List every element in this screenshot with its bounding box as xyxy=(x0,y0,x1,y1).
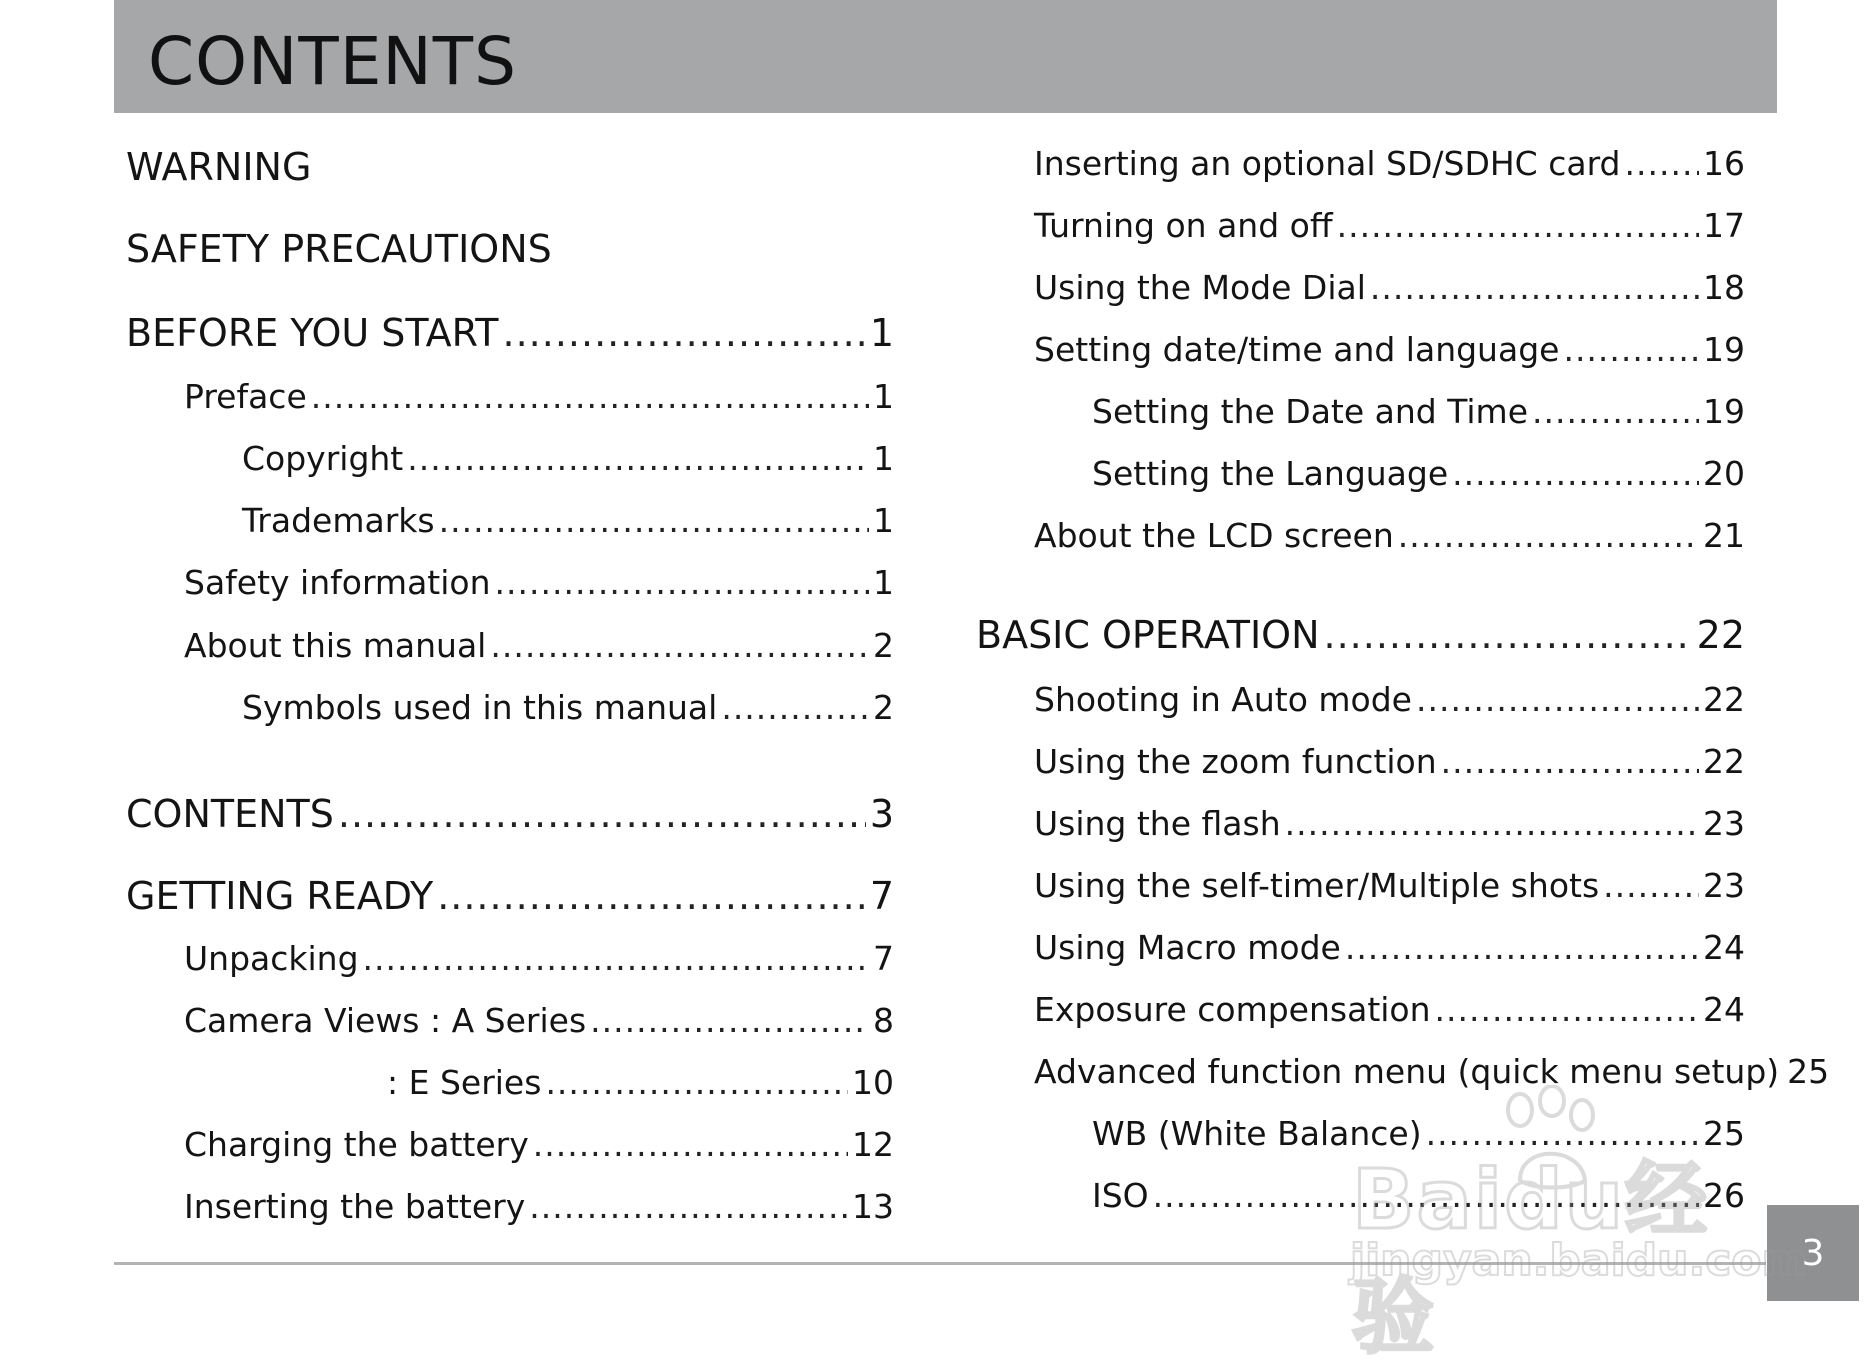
toc-entry[interactable] xyxy=(976,926,1745,970)
toc-entry[interactable] xyxy=(976,1112,1745,1156)
toc-entry-label: Exposure compensation xyxy=(1034,990,1431,1029)
toc-entry-page: 26 xyxy=(1703,1176,1745,1215)
toc-entry-label: Using the self-timer/Multiple shots xyxy=(1034,866,1600,905)
toc-entry[interactable] xyxy=(126,142,894,192)
toc-entry[interactable] xyxy=(976,390,1745,434)
toc-entry-label: Using Macro mode xyxy=(1034,928,1341,967)
toc-entry[interactable] xyxy=(976,678,1745,722)
toc-entry[interactable] xyxy=(976,328,1745,372)
toc-leader-dots xyxy=(1285,802,1699,846)
toc-entry[interactable] xyxy=(126,999,894,1043)
toc-entry-page: 17 xyxy=(1703,206,1745,245)
toc-leader-dots xyxy=(407,437,869,481)
watermark-url: jingyan.baidu.com xyxy=(1350,1235,1808,1286)
toc-entry[interactable] xyxy=(126,1061,894,1105)
toc-entry-page: 7 xyxy=(869,874,894,918)
toc-leader-dots xyxy=(1426,1112,1699,1156)
toc-leader-dots xyxy=(503,308,866,358)
toc-leader-dots xyxy=(1532,390,1699,434)
toc-entry[interactable] xyxy=(126,499,894,543)
toc-entry[interactable] xyxy=(976,204,1745,248)
watermark-brand: Baidu经验 xyxy=(1352,1153,1710,1365)
toc-leader-dots xyxy=(311,375,869,419)
toc-leader-dots xyxy=(439,499,869,543)
toc-entry-label: SAFETY PRECAUTIONS xyxy=(126,227,552,271)
toc-entry-page: 2 xyxy=(873,626,894,665)
toc-leader-dots xyxy=(1441,740,1699,784)
toc-entry-page: 22 xyxy=(1696,613,1745,657)
toc-entry-page: 1 xyxy=(869,311,894,355)
toc-entry-label: Using the zoom function xyxy=(1034,742,1437,781)
toc-entry[interactable] xyxy=(976,864,1745,908)
toc-entry-label: About the LCD screen xyxy=(1034,516,1394,555)
toc-entry-page: 2 xyxy=(873,688,894,727)
toc-entry-page: 23 xyxy=(1703,804,1745,843)
toc-entry-label: CONTENTS xyxy=(126,792,334,836)
toc-entry[interactable] xyxy=(976,1050,1830,1094)
toc-entry[interactable] xyxy=(976,1174,1745,1218)
toc-leader-dots xyxy=(1370,266,1699,310)
toc-entry-page: 23 xyxy=(1703,866,1745,905)
toc-entry-label: About this manual xyxy=(184,626,487,665)
footer-rule xyxy=(114,1262,1766,1265)
toc-entry-label: GETTING READY xyxy=(126,874,434,918)
toc-entry-label: WARNING xyxy=(126,145,312,189)
toc-entry[interactable] xyxy=(126,937,894,981)
toc-entry[interactable] xyxy=(976,452,1745,496)
toc-leader-dots xyxy=(1324,610,1693,660)
toc-entry-label: Camera Views : A Series xyxy=(184,1001,587,1040)
toc-leader-dots xyxy=(1345,926,1699,970)
toc-leader-dots xyxy=(1153,1174,1699,1218)
toc-entry-page: 8 xyxy=(873,1001,894,1040)
toc-entry-label: Inserting an optional SD/SDHC card xyxy=(1034,144,1621,183)
toc-entry[interactable] xyxy=(126,789,894,839)
page-number: 3 xyxy=(1801,1232,1825,1274)
toc-entry-label: Turning on and off xyxy=(1034,206,1333,245)
toc-entry-page: 19 xyxy=(1703,392,1745,431)
toc-entry[interactable] xyxy=(126,308,894,358)
toc-entry[interactable] xyxy=(976,142,1745,186)
toc-entry[interactable] xyxy=(976,610,1745,660)
toc-entry[interactable] xyxy=(976,740,1745,784)
toc-leader-dots xyxy=(1416,678,1699,722)
toc-entry-page: 20 xyxy=(1703,454,1745,493)
toc-entry-page: 10 xyxy=(852,1063,894,1102)
toc-entry[interactable] xyxy=(126,871,894,921)
toc-entry[interactable] xyxy=(126,224,894,274)
toc-entry-label: Symbols used in this manual xyxy=(242,688,718,727)
toc-leader-dots xyxy=(1398,514,1699,558)
toc-leader-dots xyxy=(1452,452,1699,496)
toc-entry-page: 1 xyxy=(873,501,894,540)
toc-leader-dots xyxy=(1625,142,1699,186)
toc-leader-dots xyxy=(1435,988,1699,1032)
toc-entry[interactable] xyxy=(126,561,894,605)
toc-entry-label: Shooting in Auto mode xyxy=(1034,680,1412,719)
toc-entry[interactable] xyxy=(126,686,894,730)
toc-entry-label: Copyright xyxy=(242,439,404,478)
toc-entry-page: 7 xyxy=(873,939,894,978)
toc-entry-label: Setting date/time and language xyxy=(1034,330,1560,369)
toc-entry-label: Inserting the battery xyxy=(184,1187,526,1226)
toc-entry-page: 18 xyxy=(1703,268,1745,307)
toc-entry-page: 22 xyxy=(1703,680,1745,719)
toc-leader-dots xyxy=(363,937,869,981)
toc-entry-label: : E Series xyxy=(387,1063,542,1102)
toc-entry-label: WB (White Balance) xyxy=(1092,1114,1422,1153)
toc-entry-label: Unpacking xyxy=(184,939,359,978)
toc-entry[interactable] xyxy=(126,375,894,419)
toc-leader-dots xyxy=(437,871,866,921)
toc-leader-dots xyxy=(1563,328,1699,372)
toc-entry-label: Charging the battery xyxy=(184,1125,529,1164)
toc-entry-page: 19 xyxy=(1703,330,1745,369)
toc-entry-label: BEFORE YOU START xyxy=(126,311,499,355)
toc-entry-page: 13 xyxy=(852,1187,894,1226)
toc-leader-dots xyxy=(721,686,869,730)
toc-leader-dots xyxy=(529,1185,848,1229)
toc-entry-label: Safety information xyxy=(184,563,491,602)
toc-entry-label: BASIC OPERATION xyxy=(976,613,1320,657)
toc-leader-dots xyxy=(533,1123,848,1167)
toc-entry-page: 1 xyxy=(873,377,894,416)
toc-entry[interactable] xyxy=(126,437,894,481)
toc-leader-dots xyxy=(590,999,869,1043)
toc-leader-dots xyxy=(1337,204,1699,248)
toc-entry-label: Using the flash xyxy=(1034,804,1281,843)
toc-entry-page: 3 xyxy=(869,792,894,836)
toc-leader-dots xyxy=(490,624,869,668)
page-number-tab xyxy=(1767,1205,1859,1301)
toc-entry-label: Trademarks xyxy=(242,501,435,540)
toc-entry-page: 25 xyxy=(1787,1052,1830,1091)
toc-entry[interactable] xyxy=(976,988,1745,1032)
toc-entry-page: 24 xyxy=(1703,990,1745,1029)
toc-entry-page: 1 xyxy=(873,439,894,478)
toc-entry-label: ISO xyxy=(1092,1176,1149,1215)
toc-entry-label: Using the Mode Dial xyxy=(1034,268,1366,307)
toc-leader-dots xyxy=(338,789,866,839)
toc-entry[interactable] xyxy=(126,1185,894,1229)
toc-entry-label: Setting the Date and Time xyxy=(1092,392,1528,431)
toc-entry[interactable] xyxy=(126,624,894,668)
toc-entry[interactable] xyxy=(976,514,1745,558)
toc-entry-page: 12 xyxy=(852,1125,894,1164)
toc-leader-dots xyxy=(1603,864,1699,908)
toc-entry-page: 16 xyxy=(1703,144,1745,183)
toc-entry-page: 25 xyxy=(1703,1114,1745,1153)
toc-entry-label: Setting the Language xyxy=(1092,454,1449,493)
toc-entry-label: Advanced function menu (quick menu setup) xyxy=(1034,1052,1780,1091)
toc-entry-page: 22 xyxy=(1703,742,1745,781)
toc-entry-label: Preface xyxy=(184,377,307,416)
toc-entry-page: 1 xyxy=(873,563,894,602)
toc-leader-dots xyxy=(495,561,869,605)
toc-entry[interactable] xyxy=(976,802,1745,846)
page-title: CONTENTS xyxy=(148,23,518,100)
toc-leader-dots xyxy=(545,1061,848,1105)
toc-entry[interactable] xyxy=(976,266,1745,310)
toc-entry[interactable] xyxy=(126,1123,894,1167)
toc-entry-page: 24 xyxy=(1703,928,1745,967)
page-header xyxy=(114,0,1777,113)
toc-entry-page: 21 xyxy=(1703,516,1745,555)
